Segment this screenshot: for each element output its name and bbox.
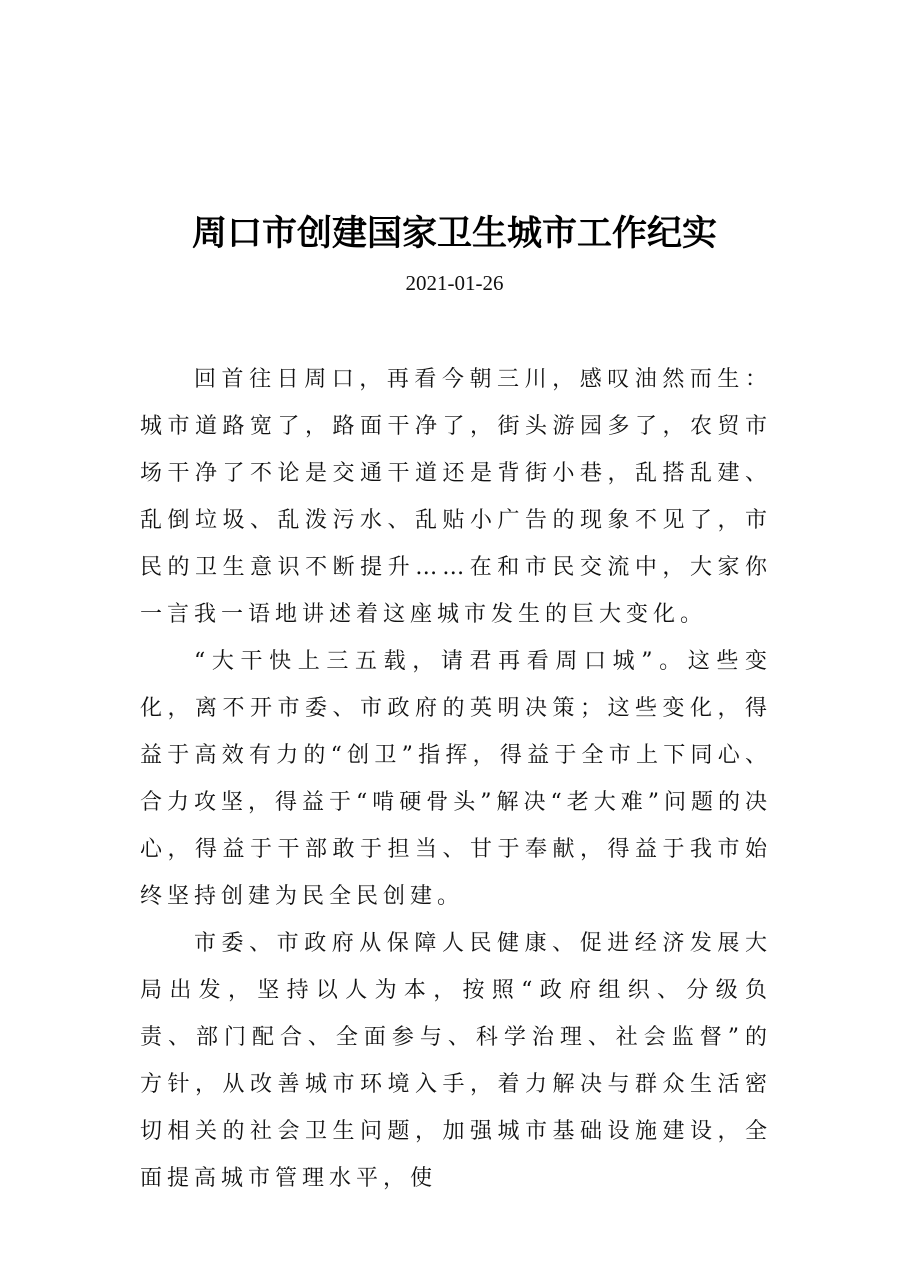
paragraph-3: 市委、市政府从保障人民健康、促进经济发展大局出发，坚持以人为本，按照“政府组织、分级负责、部门配合、全面参与、科学治理、社会监督”的方针，从改善城市环境入手，着力解决与群众生活密切相关的社会卫生问题，加强城市基础设施建设，全面提高城市管理水平，使 xyxy=(140,931,772,1191)
document-title: 周口市创建国家卫生城市工作纪实 xyxy=(191,213,717,254)
document-body xyxy=(140,356,772,1202)
paragraph-2: “大干快上三五载，请君再看周口城”。这些变化，离不开市委、市政府的英明决策；这些变化，得益于高效有力的“创卫”指挥，得益于全市上下同心、合力攻坚，得益于“啃硬骨头”解决“老大难”问题的决心，得益于干部敢于担当、甘于奉献，得益于我市始终坚持创建为民全民创建。 xyxy=(140,649,772,909)
paragraph-1: 回首往日周口，再看今朝三川，感叹油然而生：城市道路宽了，路面干净了，街头游园多了，农贸市场干净了不论是交通干道还是背街小巷，乱搭乱建、乱倒垃圾、乱泼污水、乱贴小广告的现象不见了，市民的卫生意识不断提升……在和市民交流中，大家你一言我一语地讲述着这座城市发生的巨大变化。 xyxy=(140,367,772,627)
document-date: 2021-01-26 xyxy=(405,271,504,295)
